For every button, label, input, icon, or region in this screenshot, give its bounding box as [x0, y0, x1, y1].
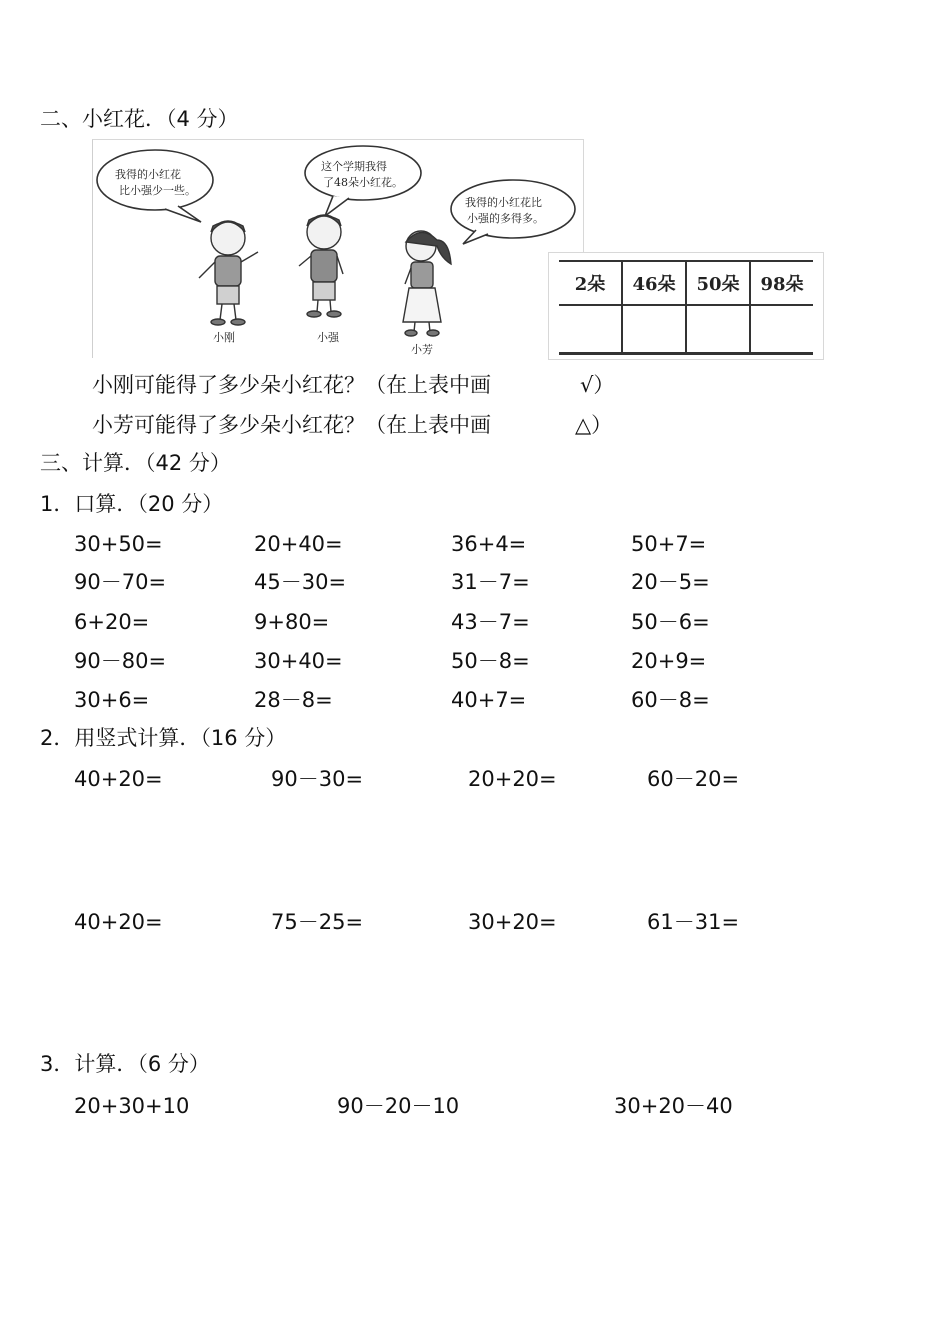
section-3-title: 三、计算．（42 分） — [40, 451, 231, 475]
mental-math-item: 90－70= — [74, 570, 167, 594]
part-1-title: 1．口算．（20 分） — [40, 492, 224, 516]
answer-mark-cell[interactable] — [686, 305, 750, 354]
checkmark-symbol: √） — [580, 373, 615, 397]
mental-math-item: 43－7= — [451, 610, 530, 634]
section-2-title: 二、小红花．（4 分） — [40, 107, 239, 131]
answer-table — [559, 260, 813, 355]
mental-math-item: 50－8= — [451, 649, 530, 673]
mixed-calc-item: 20+30+10 — [74, 1094, 190, 1118]
mental-math-item: 20－5= — [631, 570, 710, 594]
mental-math-item: 45－30= — [254, 570, 347, 594]
vertical-calc-item: 20+20= — [468, 767, 557, 791]
mental-math-item: 50－6= — [631, 610, 710, 634]
answer-table-panel — [548, 252, 824, 360]
triangle-symbol: △） — [575, 413, 613, 437]
answer-mark-cell[interactable] — [559, 305, 622, 354]
part-3-title: 3．计算．（6 分） — [40, 1052, 210, 1076]
part-2-title: 2．用竖式计算．（16 分） — [40, 726, 287, 750]
vertical-calc-item: 75－25= — [271, 910, 364, 934]
question-xiaogang: 小刚可能得了多少朵小红花？（在上表中画 — [92, 373, 491, 397]
kid-name-xiaoqiang: 小强 — [317, 331, 339, 344]
kid-name-xiaofang: 小芳 — [411, 343, 433, 356]
bubble-2-line-1: 这个学期我得 — [321, 160, 387, 173]
mental-math-item: 90－80= — [74, 649, 167, 673]
mental-math-item: 50+7= — [631, 532, 707, 556]
bubble-2-line-2: 了48朵小红花。 — [323, 176, 403, 189]
vertical-calc-item: 90－30= — [271, 767, 364, 791]
mental-math-item: 40+7= — [451, 688, 527, 712]
boy-xiaogang-figure — [199, 221, 258, 325]
mental-math-item: 30+50= — [74, 532, 163, 556]
vertical-calc-item: 61－31= — [647, 910, 740, 934]
choice-cell: 98朵 — [750, 261, 813, 305]
mental-math-item: 60－8= — [631, 688, 710, 712]
boy-xiaoqiang-figure — [299, 215, 343, 317]
girl-xiaofang-figure — [403, 231, 451, 336]
mental-math-item: 6+20= — [74, 610, 150, 634]
mental-math-item: 31－7= — [451, 570, 530, 594]
answer-table-header-row — [559, 261, 813, 305]
mixed-calc-item: 90－20－10 — [337, 1094, 460, 1118]
speech-bubble-xiaoqiang — [305, 146, 421, 216]
choice-cell: 50朵 — [686, 261, 750, 305]
answer-mark-cell[interactable] — [750, 305, 813, 354]
illustration — [92, 139, 584, 358]
mental-math-item: 28－8= — [254, 688, 333, 712]
bubble-3-line-2: 小强的多得多。 — [467, 212, 544, 225]
mixed-calc-item: 30+20－40 — [614, 1094, 733, 1118]
mental-math-item: 30+6= — [74, 688, 150, 712]
kid-name-xiaogang: 小刚 — [213, 331, 235, 344]
mental-math-item: 9+80= — [254, 610, 330, 634]
choice-cell: 2朵 — [559, 261, 622, 305]
vertical-calc-item: 40+20= — [74, 910, 163, 934]
mental-math-item: 20+9= — [631, 649, 707, 673]
choice-cell: 46朵 — [622, 261, 686, 305]
bubble-1-line-1: 我得的小红花 — [115, 168, 181, 181]
vertical-calc-item: 40+20= — [74, 767, 163, 791]
question-xiaofang: 小芳可能得了多少朵小红花？（在上表中画 — [92, 413, 491, 437]
mental-math-item: 20+40= — [254, 532, 343, 556]
mental-math-item: 36+4= — [451, 532, 527, 556]
speech-bubble-xiaofang — [451, 180, 575, 244]
vertical-calc-item: 30+20= — [468, 910, 557, 934]
bubble-3-line-1: 我得的小红花比 — [465, 196, 542, 209]
answer-mark-cell[interactable] — [622, 305, 686, 354]
answer-table-mark-row — [559, 305, 813, 354]
mental-math-item: 30+40= — [254, 649, 343, 673]
vertical-calc-item: 60－20= — [647, 767, 740, 791]
speech-bubble-xiaogang — [97, 150, 213, 222]
bubble-1-line-2: 比小强少一些。 — [119, 184, 196, 197]
